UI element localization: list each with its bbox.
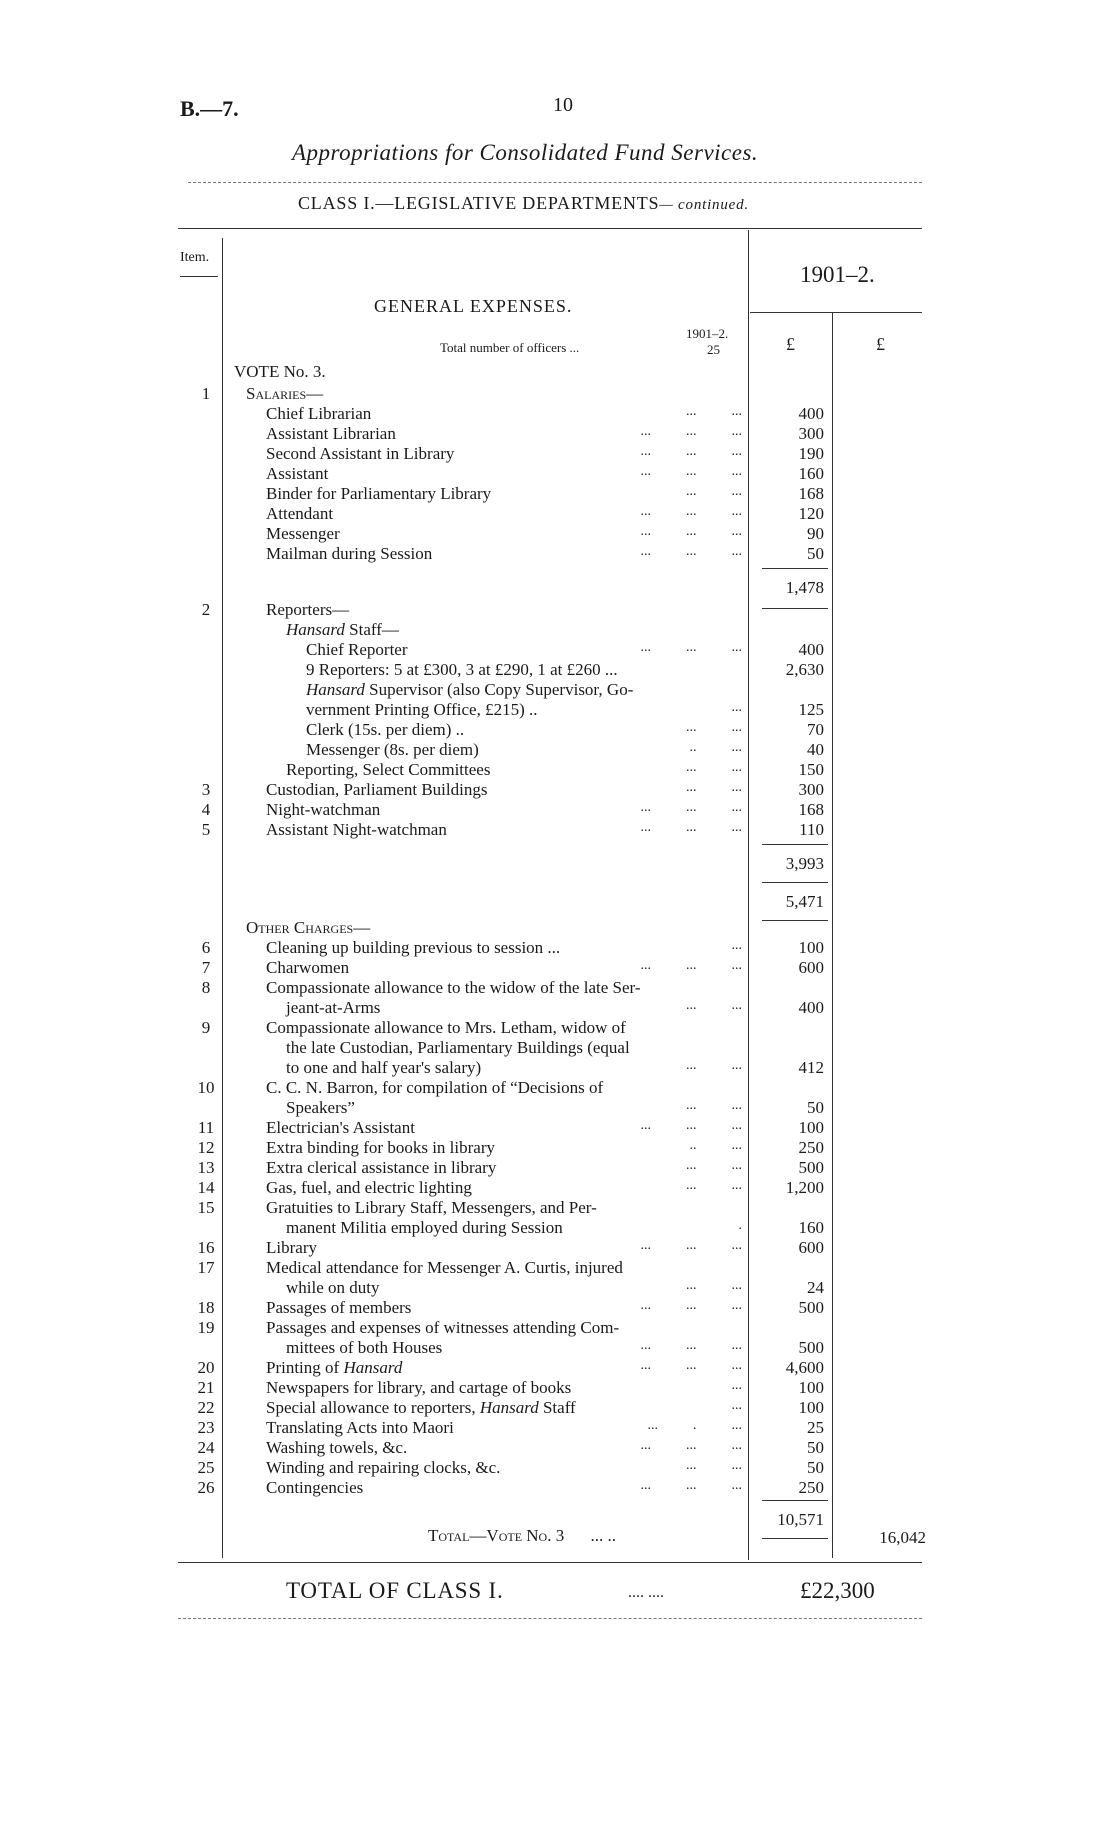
class-total-bottom-rule [178,1618,922,1619]
row-label: Clerk (15s. per diem) .. [306,720,465,739]
description-column-divider [748,230,749,1560]
row-amount: 50 [807,1438,824,1457]
row-amount: 412 [798,1058,824,1077]
item-number: 9 [201,1018,211,1037]
row-amount: 400 [798,640,824,659]
row-amount: 50 [807,1098,824,1117]
row-amount: 300 [798,424,824,443]
reporters-subtotal: 3,993 [785,854,824,873]
salaries-subtotal-rule [762,568,828,569]
leader-dots: ... [731,700,742,715]
item-number: 8 [201,978,211,997]
row-label: Speakers” [286,1098,355,1117]
item-number: 19 [197,1318,215,1337]
row-amount: 500 [798,1298,824,1317]
row-label: Chief Reporter [306,640,408,659]
row-amount: 168 [798,800,824,819]
row-label: Printing of Hansard [266,1358,403,1377]
row-label: Gratuities to Library Staff, Messengers, and Per- [266,1198,597,1217]
row-amount: 100 [798,1398,824,1417]
row-label: manent Militia employed during Session [286,1218,563,1237]
leader-dots: ... [731,1398,742,1413]
class-title-text: CLASS I.—LEGISLATIVE DEPARTMENTS [298,193,660,213]
row-amount: 100 [798,1378,824,1397]
item-number: 6 [201,938,211,957]
row-label: C. C. N. Barron, for compilation of “Decisions of [266,1078,604,1097]
row-label: Special allowance to reporters, Hansard Staff [266,1398,576,1417]
item-number: 17 [197,1258,215,1277]
item-number: 2 [201,600,211,619]
row-amount: 150 [798,760,824,779]
row-amount: 24 [807,1278,824,1297]
item-number: 14 [197,1178,215,1197]
row-label: Chief Librarian [266,404,372,423]
row-amount: 2,630 [785,660,824,679]
row-amount: 4,600 [785,1358,824,1377]
row-amount: 250 [798,1478,824,1497]
row-amount: 400 [798,998,824,1017]
row-label: Washing towels, &c. [266,1438,408,1457]
row-label: Compassionate allowance to the widow of the late Ser- [266,978,641,997]
row-label: Extra clerical assistance in library [266,1158,497,1177]
item-number: 10 [197,1078,215,1097]
item-number: 5 [201,820,211,839]
item-number: 7 [201,958,211,977]
leader-dots: ... ... ... [640,1118,742,1133]
row-amount: 50 [807,544,824,563]
other-charges-rule-2 [762,1538,828,1539]
row-label: Binder for Parliamentary Library [266,484,492,503]
row-amount: 168 [798,484,824,503]
row-amount: 1,200 [785,1178,824,1197]
item-number: 21 [197,1378,215,1397]
leader-dots: ... ... [686,1058,742,1073]
item-number: 15 [197,1198,215,1217]
leader-dots: ... ... ... [640,640,742,655]
row-label: Hansard Staff— [286,620,399,639]
leader-dots: ... ... ... [640,1438,742,1453]
row-amount: 90 [807,524,824,543]
row-label: Hansard Supervisor (also Copy Supervisor, Go- [306,680,634,699]
row-label: Assistant Librarian [266,424,396,443]
row-label: Extra binding for books in library [266,1138,495,1157]
row-amount: 125 [798,700,824,719]
row-label: mittees of both Houses [286,1338,443,1357]
leader-dots: ... ... [686,1178,742,1193]
row-label: Newspapers for library, and cartage of books [266,1378,572,1397]
item-number: 1 [201,384,211,403]
leader-dots: ... ... ... [640,1298,742,1313]
row-label: Custodian, Parliament Buildings [266,780,488,799]
row-label: Contingencies [266,1478,364,1497]
row-label: Passages of members [266,1298,412,1317]
row-label: Second Assistant in Library [266,444,455,463]
item-column-header: Item. [180,250,210,265]
row-label: Night-watchman [266,800,381,819]
row-label: Charwomen [266,958,350,977]
pound-sign-1: £ [786,334,795,354]
class-title [298,193,749,214]
leader-dots: ... . ... [647,1418,742,1433]
pound-sign-2: £ [876,334,885,354]
item-number: 13 [197,1158,215,1177]
row-amount: 250 [798,1138,824,1157]
salaries-subtotal-rule-2 [762,608,828,609]
title-rule [188,182,922,183]
leader-dots: ... ... ... [640,1358,742,1373]
row-label: Medical attendance for Messenger A. Curtis, injured [266,1258,623,1277]
row-label: jeant-at-Arms [286,998,381,1017]
row-amount: 160 [798,464,824,483]
row-label: Winding and repairing clocks, &c. [266,1458,501,1477]
leader-dots: ... ... [686,998,742,1013]
row-amount: 600 [798,958,824,977]
row-label: Cleaning up building previous to session ... [266,938,561,957]
row-amount: 600 [798,1238,824,1257]
row-label: Mailman during Session [266,544,433,563]
leader-dots: . [738,1218,742,1233]
row-amount: 50 [807,1458,824,1477]
leader-dots: ... ... [686,1458,742,1473]
leader-dots: ... ... ... [640,544,742,559]
row-amount: 190 [798,444,824,463]
leader-dots: ... ... ... [640,464,742,479]
section-heading: GENERAL EXPENSES. [374,296,573,316]
row-label: Compassionate allowance to Mrs. Letham, widow of [266,1018,626,1037]
item-number: 12 [197,1138,215,1157]
other-charges-subtotal: 10,571 [777,1510,824,1529]
item-number: 16 [197,1238,215,1257]
row-amount: 400 [798,404,824,423]
leader-dots: ... ... ... [640,1338,742,1353]
leader-dots: ... ... [686,1278,742,1293]
item-number: 25 [197,1458,215,1477]
leader-dots: ... ... ... [640,820,742,835]
table-top-rule [178,228,922,229]
row-label: Electrician's Assistant [266,1118,415,1137]
row-label: Other Charges— [246,918,371,937]
row-amount: 100 [798,938,824,957]
leader-dots: ... [731,938,742,953]
item-number: 22 [197,1398,215,1417]
officers-label: Total number of officers ... [440,340,580,355]
row-label: Messenger (8s. per diem) [306,740,479,759]
leader-dots: ... ... [686,484,742,499]
item-number: 26 [197,1478,215,1497]
row-label: Salaries— [246,384,324,403]
salaries-total-rule [762,920,828,921]
leader-dots: ... ... [686,404,742,419]
page-title: Appropriations for Consolidated Fund Services. [292,140,759,165]
class-total-label: TOTAL OF CLASS I. [286,1578,504,1603]
row-label: 9 Reporters: 5 at £300, 3 at £290, 1 at £260 ... [306,660,618,679]
row-amount: 110 [799,820,824,839]
leader-dots: ... ... ... [640,504,742,519]
row-amount: 100 [798,1118,824,1137]
leader-dots: ... ... ... [640,800,742,815]
leader-dots: ... ... [686,720,742,735]
reporters-subtotal-rule [762,844,828,845]
row-label: Attendant [266,504,334,523]
class-total-value: £22,300 [800,1578,875,1603]
row-amount: 25 [807,1418,824,1437]
row-label: the late Custodian, Parliamentary Buildings (equal [286,1038,630,1057]
item-number: 4 [201,800,211,819]
row-amount: 160 [798,1218,824,1237]
class-total-top-rule [178,1562,922,1563]
vote-heading: VOTE No. 3. [234,362,326,381]
leader-dots: ... ... [686,1098,742,1113]
leader-dots: ... ... ... [640,1238,742,1253]
officers-year: 1901–2. [686,326,729,341]
vote-total: 16,042 [879,1528,926,1547]
item-number: 24 [197,1438,215,1457]
item-number: 23 [197,1418,215,1437]
leader-dots: ... [731,1378,742,1393]
row-label: Reporters— [266,600,350,619]
row-label: Library [266,1238,317,1257]
year-header-rule [750,312,922,313]
row-label: Messenger [266,524,340,543]
row-label: Gas, fuel, and electric lighting [266,1178,472,1197]
row-amount: 500 [798,1338,824,1357]
total-vote-text: Total—Vote No. 3 [428,1526,565,1545]
row-amount: 500 [798,1158,824,1177]
total-vote-label [428,1526,616,1546]
row-label: vernment Printing Office, £215) .. [306,700,538,719]
item-number: 20 [197,1358,215,1377]
item-header-rule [180,276,218,277]
row-label: Assistant Night-watchman [266,820,447,839]
page-number: 10 [553,94,573,116]
other-charges-rule [762,1500,828,1501]
row-label: while on duty [286,1278,380,1297]
leader-dots: ... ... ... [640,958,742,973]
row-label: Translating Acts into Maori [266,1418,454,1437]
row-amount: 70 [807,720,824,739]
leader-dots: .. ... [689,740,742,755]
row-label: Passages and expenses of witnesses attending Com- [266,1318,620,1337]
leader-dots: ... ... ... [640,1478,742,1493]
salaries-total: 5,471 [785,892,824,911]
leader-dots: ... ... ... [640,524,742,539]
row-amount: 120 [798,504,824,523]
leader-dots: ... ... ... [640,424,742,439]
row-label: Assistant [266,464,329,483]
year-column-header: 1901–2. [800,262,875,287]
amount-column-divider [832,312,833,1558]
row-label: to one and half year's salary) [286,1058,482,1077]
leader-dots: ... ... [686,1158,742,1173]
leader-dots: ... ... ... [640,444,742,459]
leader-dots: .. ... [689,1138,742,1153]
row-label: Reporting, Select Committees [286,760,491,779]
item-number: 11 [197,1118,215,1137]
leader-dots: ... ... [686,760,742,775]
officers-count: 25 [707,342,720,357]
item-number: 3 [201,780,211,799]
class-total-dots: .... .... [628,1584,664,1601]
leader-dots: ... ... [686,780,742,795]
page-ref: B.—7. [180,96,239,121]
row-amount: 40 [807,740,824,759]
row-amount: 300 [798,780,824,799]
class-continued: — continued. [659,197,749,213]
salaries-subtotal: 1,478 [785,578,824,597]
item-number: 18 [197,1298,215,1317]
total-vote-dots: ... .. [590,1526,616,1545]
reporters-subtotal-rule-2 [762,882,828,883]
